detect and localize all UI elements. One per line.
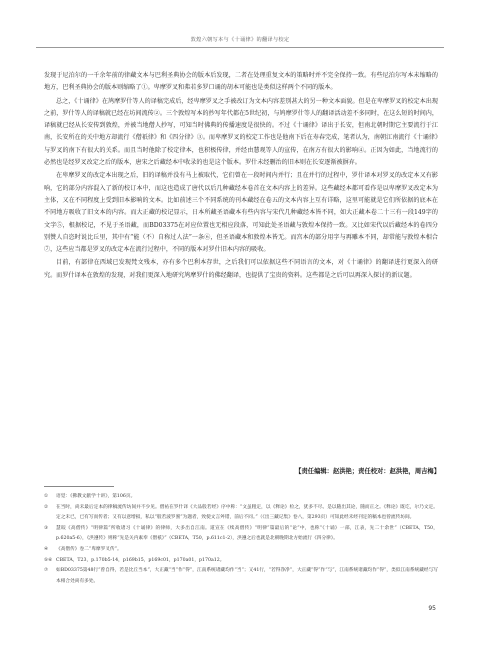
footnote-mark: ⑦ <box>44 568 49 574</box>
footnote <box>44 492 438 503</box>
footnote-text: 语觉：《佛教文献学十讲》，第106页。 <box>56 494 136 499</box>
footnote <box>44 566 438 587</box>
article-body <box>44 70 438 283</box>
paragraph: 总之，《十诵律》在鸠摩罗什等人的译稿完成后，经卑摩罗叉之手被改订为文本内容差别甚大的另一种文本面貌。但是在卑摩罗叉的校定本出现之前，罗什等人的译稿就已经在坊间流传②。三个敦煌写本的抄写年代都在5世纪初，与鸠摩罗什等人的翻译活动差不多同时，在这么短的时间内，译稿就已经从长安传到敦煌，并被当地僧人抄写，可知当时佛典的传播速度是很快的。不过《十诵律》译出于长安，但南北朝时期它主要流行于江南，长安所在的关中地方却流行《僧祇律》和《四分律》③。而卑摩罗叉的校定工作也是他南下后在寿春完成，笔者认为，南朝江南流行《十诵律》与罗叉的南下有很大的关系。而且当时他除了校定律本，也积极传律，并经由慧观等人的宣传，在南方有很大的影响④。正因为如此，当地流行的必然也是经罗叉改定之后的版本，唐宋之后藏经本中收录的也是这个版本。罗什未经删治的旧本则在长安逐渐被摒弃。 <box>44 97 438 167</box>
header-rule <box>36 47 444 48</box>
footnote <box>44 556 438 567</box>
footnote <box>44 545 438 556</box>
paragraph: 发现于尼泊尔的一千余年前的律藏文本与巴利圣典协会的版本后发现，二者在处理重复文本的策略时并不完全保持一致。有些尼泊尔写本未缩略的地方，巴利圣典协会的版本则缩略了①。卑摩罗叉和弗若多罗口诵的胡本可能也是类似这样两个不同的版本。 <box>44 72 438 92</box>
footnote-mark: ② <box>44 504 49 510</box>
page-number: 95 <box>428 605 436 612</box>
footnote-mark: ① <box>44 494 49 499</box>
footnote <box>44 524 438 545</box>
footnotes <box>44 492 438 587</box>
footnote-text: CBETA，T23，p.170b5-14，p169b15，p169c01，p170a01，p170a12。 <box>56 557 225 563</box>
footnote-mark: ⑤⑥ <box>44 557 53 563</box>
footnote-text: 如BD03375第48行“曾自得，若是比丘当本”，大正藏“当”作“得”，江南系统诸藏均作“当”；又41行，“若得净净”，大正藏“得”作“与”，江南系统诸藏均作“得”，类似江南系统藏经与写本相合处尚有多处。 <box>56 568 438 584</box>
paragraph: 目前，有部律在西域已发现梵文残本，亦有多个巴利本存世，之后我们可以依据这些不同语言的文本，对《十诵律》的翻译进行更深入的研究。而罗什译本在敦煌的发现，对我们更深入地研究鸠摩罗什的佛经翻译，也提供了宝贵的资料。这些都是之后可以再深入探讨的新议题。 <box>44 259 438 279</box>
footnote-text: 在当时，尚未最后定本的律稿流传坊间并不少见。僧祐在罗什译《大品般若经》序中称：“文虽粗定，以《释论》检之，犹多不尽。是以随出其论，随而正之。《释论》既讫，尔乃文定。定之未已，已有写而传者；又有以意增损，私以“般若波罗蜜”为题者，致使文言舛错，前后不同。”（《出三藏记集》卷八，第293页）可知此经未经刊定的稿本也曾流传坊间。 <box>56 504 438 521</box>
footnote-mark: ③ <box>44 525 49 531</box>
paragraph: 在卑摩罗叉的改定本出现之后，旧的译稿并没有马上被取代，它们曾在一段时间内并行；且在并行的过程中，罗什译本对罗叉的改定本又有影响，它的部分内容混入了新的校订本中，而这也造成了唐代以后几种藏经本卷首在文本内容上的差异。这些藏经本都可看作是以卑摩罗叉改定本为主体，又在不同程度上受到旧本影响的文本。比如前述三个不同系统的刊本藏经在卷五的文本内容上互有详略，这里可能就是它们所依据的底本在不同地方吸收了旧文本的内容。而大正藏的校记显示，日本所藏圣语藏本有些内容与宋代几种藏经本皆不同，如大正藏本卷二十三有一段149字的文字⑤，根据校记，不见于圣语藏，而BD03375在对应位置也无相应段落，可知此处圣语藏与敦煌本保持一致。又比如宋代以后藏经本的卷四分别赞人自恣时说比丘里，其中有“能（不）自称过人法”一条⑥，但圣语藏本和敦煌本皆无。而宫本的部分用字与再雕本不同，却常能与敦煌本相合⑦，这些应当都是罗叉的改定本在流行过程中，不同的版本对罗什旧本内容的吸收。 <box>44 172 438 254</box>
footnote-rule <box>44 486 114 487</box>
footnote-text: 慧皎《高僧传》“明律篇”所收诸习《十诵律》的律师，大多出自江南。道宣在《续高僧传》“明律”篇最后的“论”中，也称“《十诵》一部，江表，先二十余世”（CBETA，T50，p.620a5-6），《洪遵传》则称“先是关内素奉《僧祇》”（CBETA，T50，p.611c1-2），洪遵之后也就是北朝晚期北方始流行《四分律》。 <box>56 525 438 542</box>
footnote-mark: ④ <box>44 546 49 552</box>
footnote <box>44 503 438 524</box>
editor-credit: 【责任编辑：赵洪艳；责任校对：赵洪艳，周吉梅】 <box>295 468 440 475</box>
footnote-text: 《高僧传》卷二“卑摩罗叉传”。 <box>56 546 122 552</box>
running-header: 敦煌六朝写本与《十诵律》的翻译与校定 <box>190 37 290 43</box>
